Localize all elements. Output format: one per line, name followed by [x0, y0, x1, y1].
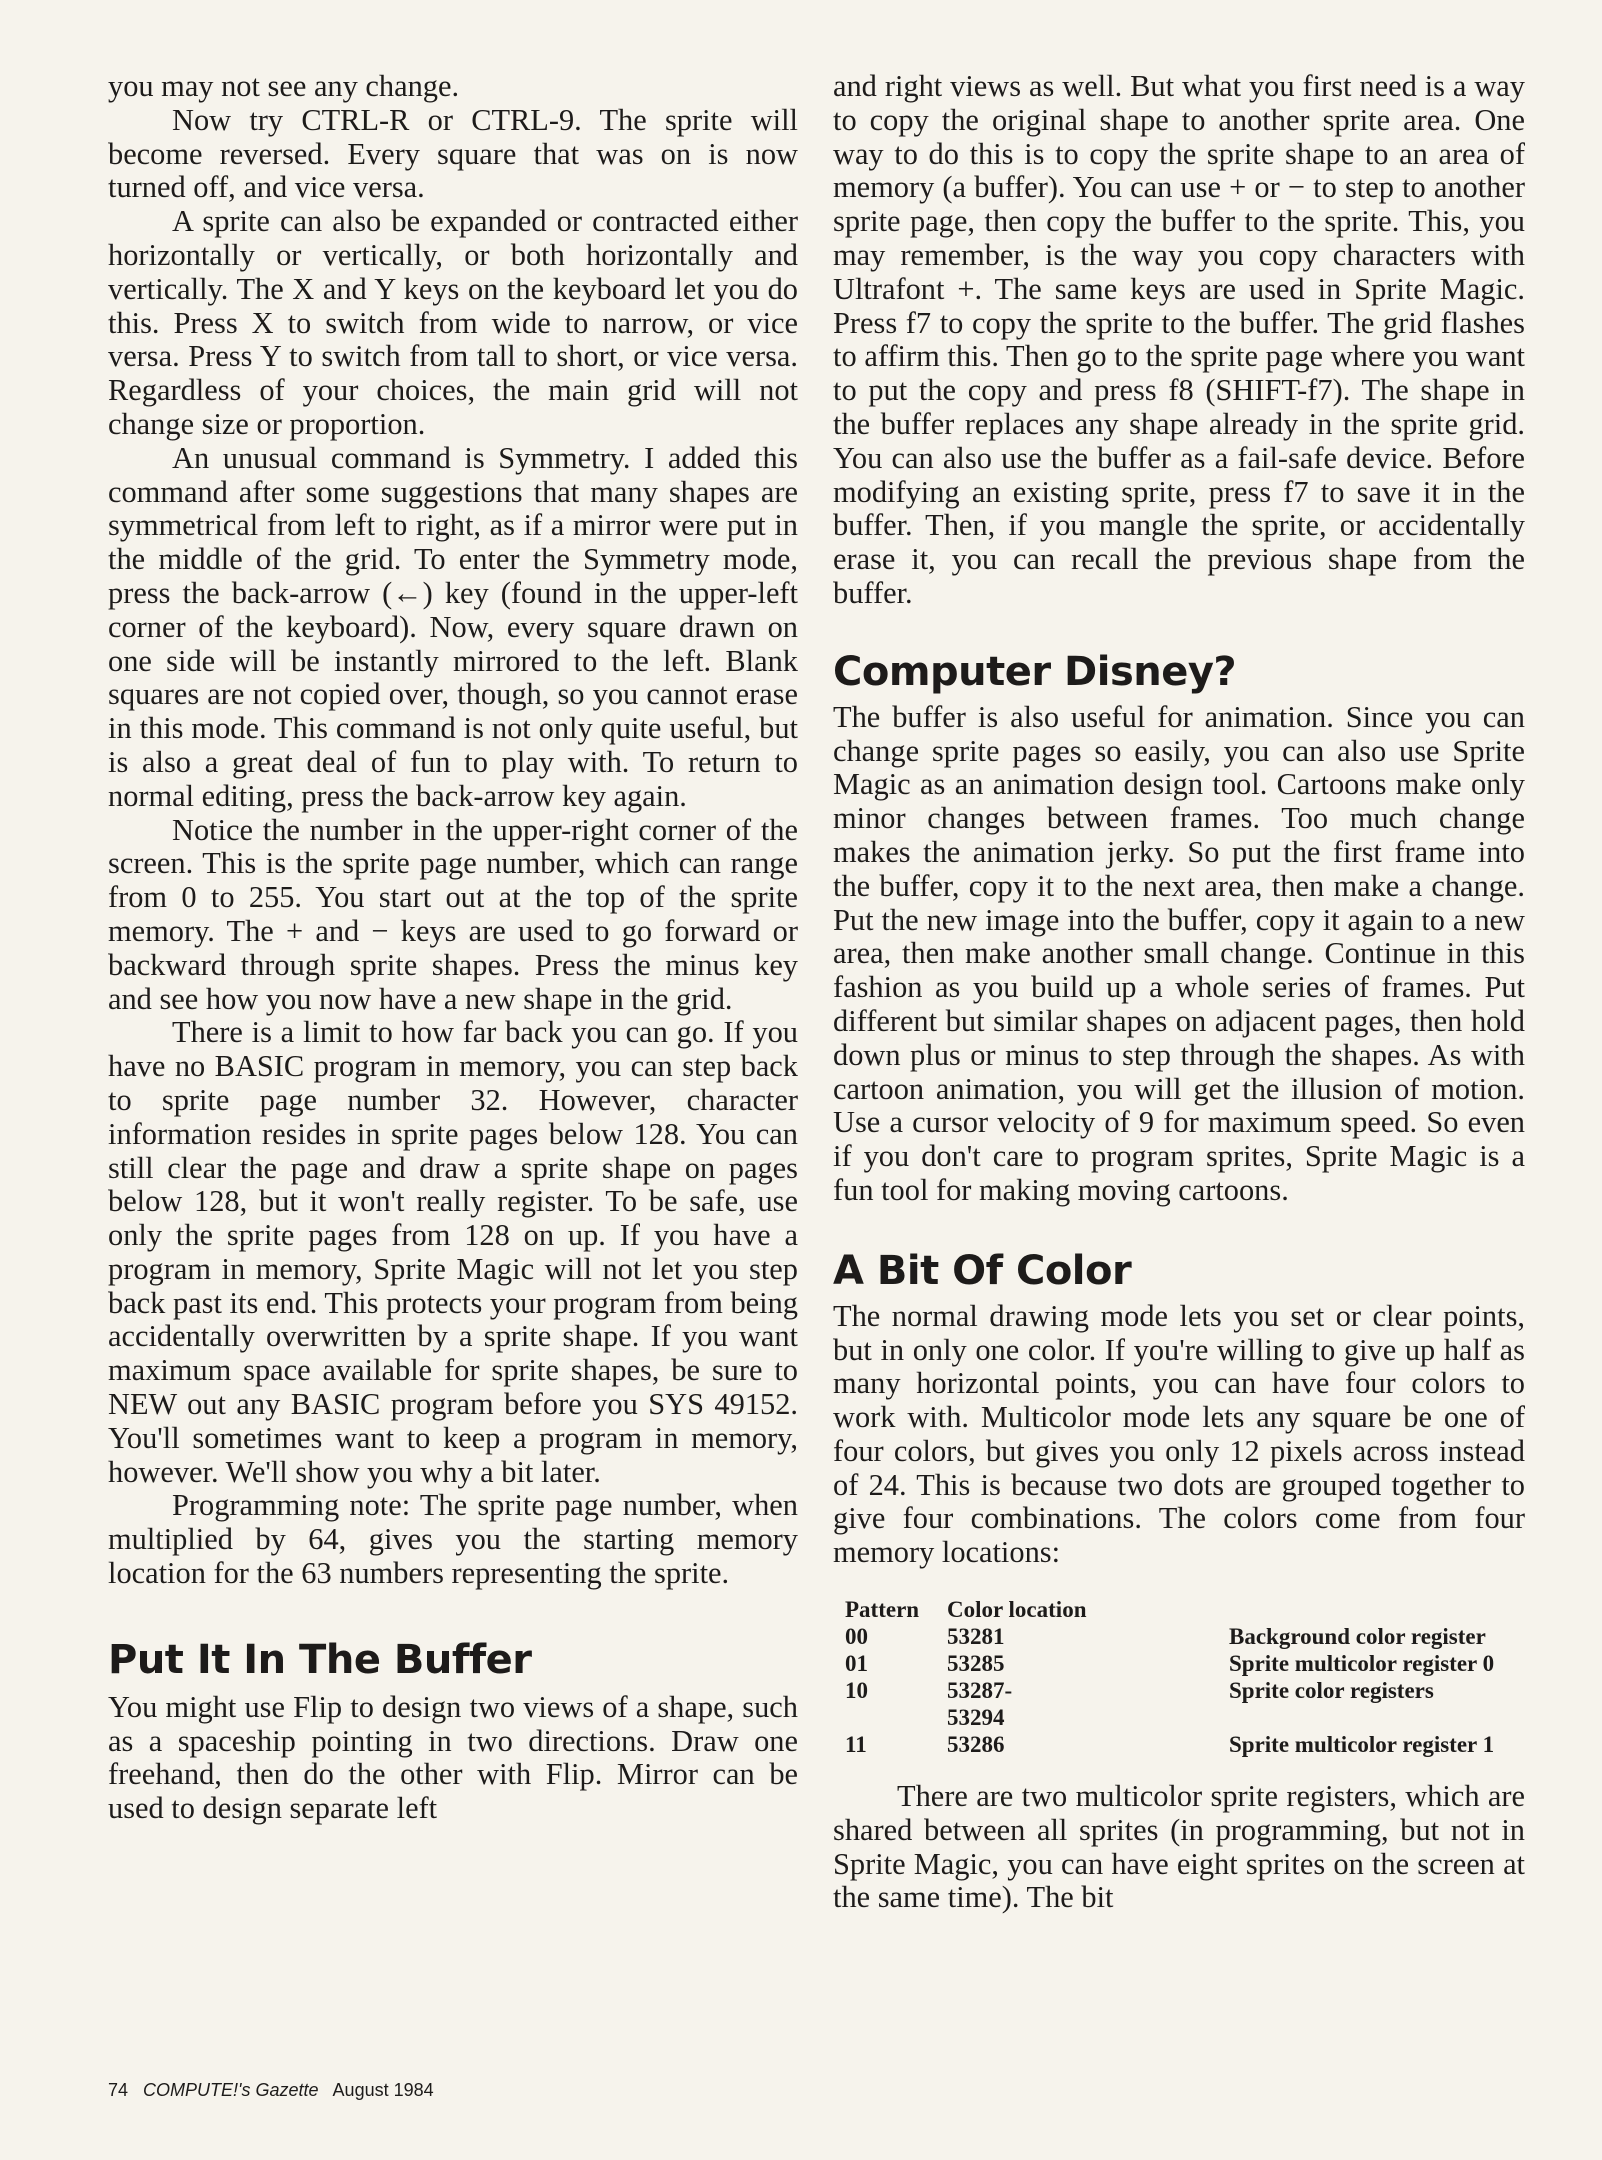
table-cell: Sprite color registers — [1229, 1678, 1434, 1704]
paragraph: There is a limit to how far back you can go. If you have no BASIC program in memory, you can step back to sprite page number 32. However, character information resides in sprite pages below 128. You can still clear the page and draw a sprite shape on pages below 128, but it won't really register. To be safe, use only the sprite pages from 128 on up. If you have a program in memory, Sprite Magic will not let you step back past its end. This protects your program from being accidentally overwritten by a sprite shape. If you want maximum space available for sprite shapes, be sure to NEW out any BASIC program before you SYS 49152. You'll sometimes want to keep a program in memory, however. We'll show you why a bit later. — [108, 1015, 798, 1489]
left-column — [108, 70, 798, 1826]
table-header: Pattern — [845, 1597, 920, 1623]
paragraph: A sprite can also be expanded or contracted either horizontally or vertically, or both horizontally and vertically. The X and Y keys on the keyboard let you do this. Press X to switch from wide to narrow, or vice versa. Press Y to switch from tall to short, or vice versa. Regardless of your choices, the main grid will not change size or proportion. — [108, 204, 798, 441]
table-cell: 53281 — [947, 1624, 1005, 1650]
table-row — [845, 1650, 1494, 1677]
table-cell: 10 — [845, 1678, 868, 1704]
table-header: Color location — [947, 1597, 1087, 1623]
table-cell: 01 — [845, 1651, 868, 1677]
paragraph: You might use Flip to design two views of a shape, such as a spaceship pointing in two directions. Draw one freehand, then do the other with Flip. Mirror can be used to design separate left — [108, 1689, 798, 1826]
table-header — [1229, 1596, 1494, 1623]
section-heading-buffer: Put It In The Buffer — [108, 1636, 532, 1683]
right-column — [833, 70, 1525, 1915]
paragraph: An unusual command is Symmetry. I added this command after some suggestions that many shapes are symmetrical from left to right, as if a mirror were put in the middle of the grid. To enter the Symmetry mode, press the back-arrow (←) key (found in the upper-left corner of the keyboard). Now, every square drawn on one side will be instantly mirrored to the left. Blank squares are not copied over, though, so you cannot erase in this mode. This command is not only quite useful, but is also a great deal of fun to play with. To return to normal editing, press the back-arrow key again. — [108, 440, 798, 813]
table-cell: 53286 — [947, 1732, 1005, 1758]
table-cell — [1229, 1704, 1494, 1731]
section-heading-bit-of-color: A Bit Of Color — [833, 1247, 1132, 1294]
table-row — [845, 1704, 1494, 1731]
paragraph: Now try CTRL-R or CTRL-9. The sprite will become reversed. Every square that was on is now turned off, and vice versa. — [108, 102, 798, 205]
table-cell: 00 — [845, 1624, 868, 1650]
table-row — [845, 1677, 1494, 1704]
table-cell: 53285 — [947, 1651, 1005, 1677]
table-row — [845, 1623, 1494, 1650]
section-heading-computer-disney: Computer Disney? — [833, 648, 1237, 695]
paragraph: Programming note: The sprite page number, when multiplied by 64, gives you the starting memory location for the 63 numbers representing the sprite. — [108, 1488, 798, 1591]
paragraph: The buffer is also useful for animation. Since you can change sprite pages so easily, you can also use Sprite Magic as an animation design tool. Cartoons make only minor changes between frames. Too much change makes the animation jerky. So put the first frame into the buffer, copy it to the next area, then make a change. Put the new image into the buffer, copy it again to a new area, then make another small change. Continue in this fashion as you build up a whole series of frames. Put different but similar shapes on adjacent pages, then hold down plus or minus to step through the shapes. As with cartoon animation, you will get the illusion of motion. Use a cursor velocity of 9 for maximum speed. So even if you don't care to program sprites, Sprite Magic is a fun tool for making moving cartoons. — [833, 699, 1525, 1207]
table-cell: Background color register — [1229, 1624, 1486, 1650]
page-footer — [108, 2080, 434, 2101]
paragraph: and right views as well. But what you first need is a way to copy the original shape to another sprite area. One way to do this is to copy the sprite shape to an area of memory (a buffer). You can use + or − to step to another sprite page, then copy the buffer to the sprite. This, you may remember, is the way you copy characters with Ultrafont +. The same keys are used in Sprite Magic. Press f7 to copy the sprite to the buffer. The grid flashes to affirm this. Then go to the sprite page where you want to put the copy and press f8 (SHIFT-f7). The shape in the buffer replaces any shape already in the sprite grid. You can also use the buffer as a fail-safe device. Before modifying an existing sprite, press f7 to save it in the buffer. Then, if you mangle the sprite, or accidentally erase it, you can recall the previous shape from the buffer. — [833, 69, 1525, 610]
table-cell: Sprite multicolor register 0 — [1229, 1651, 1495, 1677]
publication-name: COMPUTE!'s Gazette — [143, 2080, 319, 2100]
table-row — [845, 1731, 1494, 1758]
paragraph: you may not see any change. — [108, 69, 460, 103]
paragraph: There are two multicolor sprite registers, which are shared between all sprites (in programming, but not in Sprite Magic, you can have eight sprites on the screen at the same time). The bit — [833, 1779, 1525, 1915]
table-cell: 53294 — [947, 1705, 1005, 1731]
color-pattern-table — [845, 1596, 1494, 1758]
issue-date: August 1984 — [332, 2080, 434, 2100]
table-cell: Sprite multicolor register 1 — [1229, 1732, 1495, 1758]
table-cell: 11 — [845, 1732, 867, 1758]
table-cell: 53287- — [947, 1678, 1013, 1704]
table-cell — [845, 1704, 947, 1731]
paragraph: Notice the number in the upper-right corner of the screen. This is the sprite page number, which can range from 0 to 255. You start out at the top of the sprite memory. The + and − keys are used to go forward or backward through sprite shapes. Press the minus key and see how you now have a new shape in the grid. — [108, 812, 798, 1016]
table-header-row — [845, 1596, 1494, 1623]
paragraph: The normal drawing mode lets you set or clear points, but in only one color. If you're willing to give up half as many horizontal points, you can have four colors to work with. Multicolor mode lets any square be one of four colors, but gives you only 12 pixels across instead of 24. This is because two dots are grouped together to give four combinations. The colors come from four memory locations: — [833, 1298, 1525, 1570]
page-number: 74 — [108, 2080, 129, 2100]
